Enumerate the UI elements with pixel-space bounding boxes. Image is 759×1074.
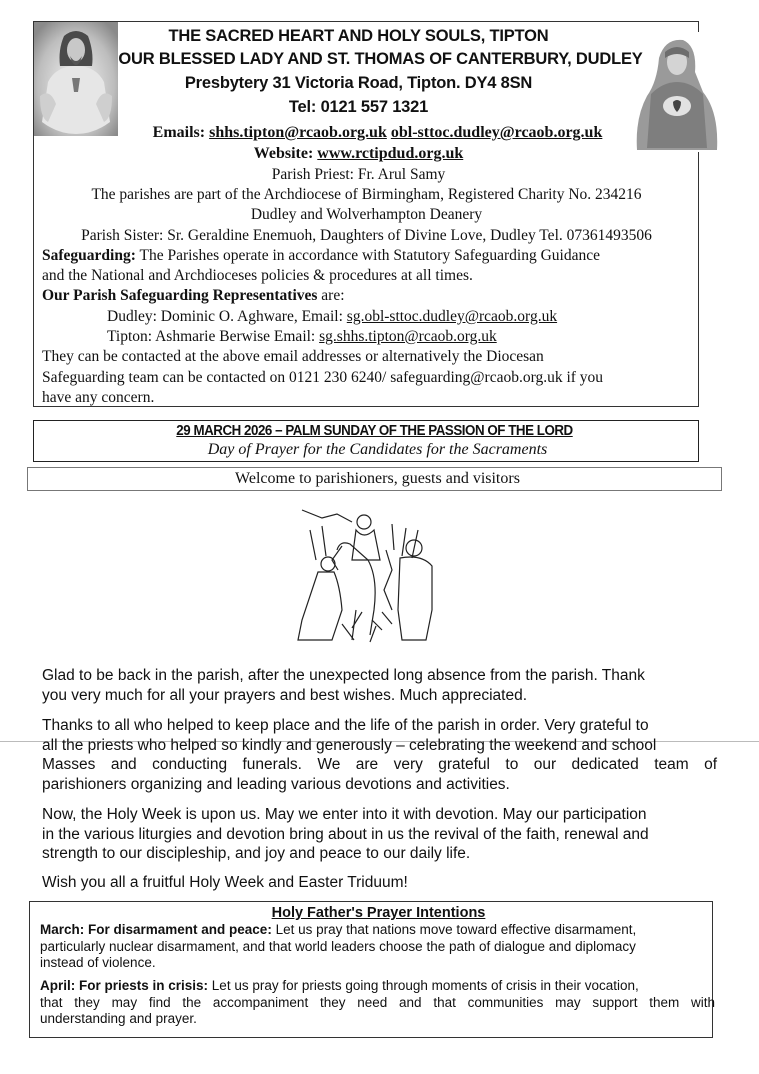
safeguarding-statement-line2: and the National and Archdioceses policies & procedures at all times.	[42, 267, 473, 284]
paragraph-line: parishioners organizing and leading various devotions and activities.	[42, 775, 510, 793]
tipton-safeguarding-rep	[107, 328, 497, 346]
march-intention-label: March: For disarmament and peace:	[40, 922, 272, 937]
paragraph-line: in the various liturgies and devotion bring about in us the revival of the faith, renewal and	[42, 825, 649, 843]
welcome-back-paragraph	[42, 666, 717, 705]
paragraph-line: strength to our discipleship, and joy and peace to our daily life.	[42, 845, 471, 862]
liturgical-date-title: 29 MARCH 2026 – PALM SUNDAY OF THE PASSION OF THE LORD	[176, 423, 573, 439]
prayer-intentions-title: Holy Father's Prayer Intentions	[271, 905, 486, 921]
tipton-rep-name: Tipton: Ashmarie Berwise Email:	[107, 328, 320, 345]
website-label: Website:	[253, 145, 314, 162]
dudley-rep-email-link[interactable]: sg.obl-sttoc.dudley@rcaob.org.uk	[346, 308, 558, 325]
safeguarding-statement-line1	[42, 247, 600, 265]
paragraph-line: Now, the Holy Week is upon us. May we enter into it with devotion. May our participation	[42, 806, 647, 823]
parish-telephone: Tel: 0121 557 1321	[288, 98, 429, 116]
website-link[interactable]: www.rctipdud.org.uk	[317, 145, 464, 162]
safeguarding-text: The Parishes operate in accordance with Statutory Safeguarding Guidance	[135, 247, 600, 264]
april-intention-line3: understanding and prayer.	[40, 1011, 197, 1026]
safeguarding-reps-suffix: are:	[317, 287, 345, 304]
parish-name-line2: OUR BLESSED LADY AND ST. THOMAS OF CANTERBURY, DUDLEY	[118, 50, 643, 68]
deanery-info: Dudley and Wolverhampton Deanery	[250, 206, 483, 223]
day-of-prayer-subtitle: Day of Prayer for the Candidates for the Sacraments	[207, 441, 548, 458]
easter-wishes-paragraph: Wish you all a fruitful Holy Week and Easter Triduum!	[42, 874, 408, 891]
safeguarding-reps-label: Our Parish Safeguarding Representatives	[42, 287, 318, 304]
april-intention-line2: that they may find the accompaniment they need and that communities may support them with	[40, 994, 715, 1010]
march-intention-line1	[40, 922, 715, 939]
tipton-rep-email-link[interactable]: sg.shhs.tipton@rcaob.org.uk	[319, 328, 497, 345]
contact-info-line1: They can be contacted at the above email addresses or alternatively the Diocesan	[42, 348, 544, 365]
email-link-tipton[interactable]: shhs.tipton@rcaob.org.uk	[209, 124, 387, 141]
april-intention-line1	[40, 978, 715, 995]
safeguarding-reps-heading	[42, 287, 345, 305]
april-intention	[40, 978, 715, 1028]
parish-priest: Parish Priest: Fr. Arul Samy	[271, 166, 446, 183]
welcome-text: Welcome to parishioners, guests and visitors	[235, 470, 520, 487]
presbytery-address: Presbytery 31 Victoria Road, Tipton. DY4 8SN	[184, 74, 533, 92]
dudley-rep-name: Dudley: Dominic O. Aghware, Email:	[107, 308, 347, 325]
dudley-safeguarding-rep	[107, 308, 557, 326]
contact-info-line3: have any concern.	[42, 389, 155, 406]
emails-label: Emails:	[152, 124, 206, 141]
safeguarding-label: Safeguarding:	[42, 247, 136, 264]
website-line	[0, 145, 738, 163]
archdiocese-info: The parishes are part of the Archdiocese of Birmingham, Registered Charity No. 234216	[91, 186, 642, 203]
parish-sister-info: Parish Sister: Sr. Geraldine Enemuoh, Daughters of Divine Love, Dudley Tel. 07361493506	[81, 227, 652, 244]
paragraph-line: Thanks to all who helped to keep place and the life of the parish in order. Very grateful to	[42, 717, 649, 734]
april-intention-label: April: For priests in crisis:	[40, 978, 209, 993]
contact-info-line2: Safeguarding team can be contacted on 0121 230 6240/ safeguarding@rcaob.org.uk if you	[42, 369, 604, 386]
email-link-dudley[interactable]: obl-sttoc.dudley@rcaob.org.uk	[390, 124, 603, 141]
paragraph-line: all the priests who helped so kindly and generously – celebrating the weekend and school	[42, 736, 657, 754]
march-intention-line3: instead of violence.	[40, 955, 156, 970]
thanks-paragraph	[42, 716, 717, 794]
holy-week-paragraph	[42, 805, 717, 864]
april-intention-text: Let us pray for priests going through moments of crisis in their vocation,	[208, 978, 639, 993]
paragraph-line: Masses and conducting funerals. We are very grateful to our dedicated team of	[42, 756, 717, 773]
paragraph-line: you very much for all your prayers and best wishes. Much appreciated.	[42, 686, 528, 704]
march-intention-line2: particularly nuclear disarmament, and that world leaders choose the path of dialogue and diplomacy	[40, 938, 636, 954]
paragraph-line: Glad to be back in the parish, after the unexpected long absence from the parish. Thank	[42, 667, 645, 684]
palm-sunday-illustration	[282, 500, 462, 650]
emails-line	[0, 124, 757, 142]
parish-name-line1: THE SACRED HEART AND HOLY SOULS, TIPTON	[168, 27, 549, 45]
march-intention	[40, 922, 715, 972]
march-intention-text: Let us pray that nations move toward effective disarmament,	[271, 922, 637, 937]
